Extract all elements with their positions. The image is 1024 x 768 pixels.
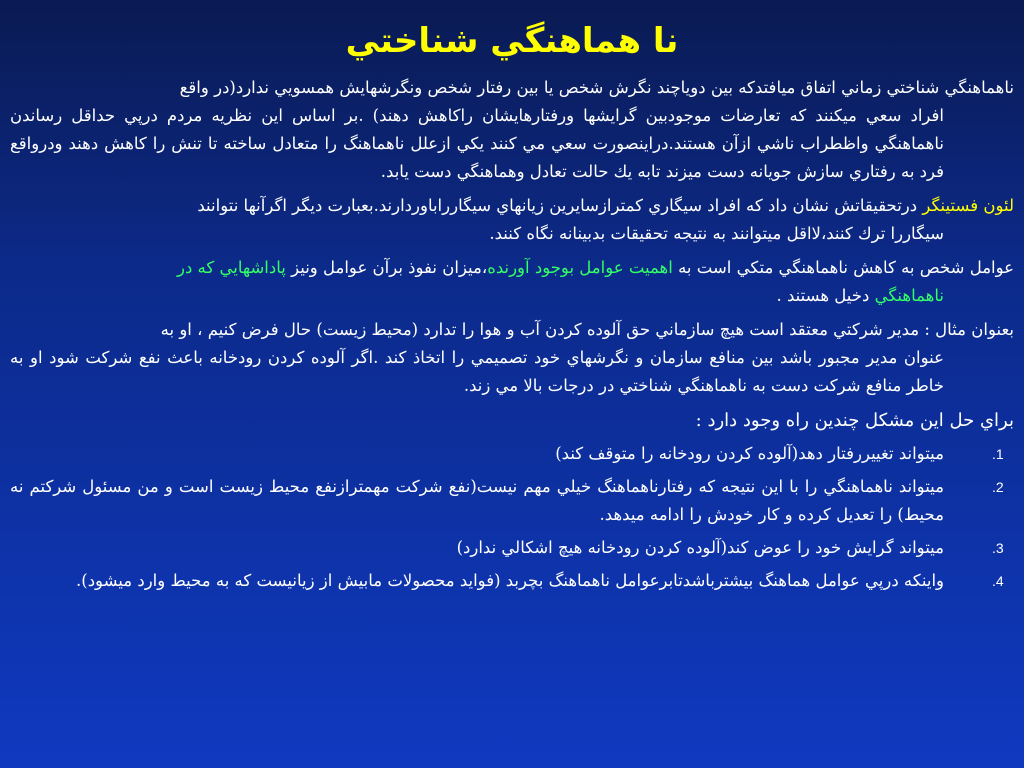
paragraph-festinger [10,192,1014,248]
slide-title: نا هماهنگي شناختي [345,21,679,61]
factors-continuation [10,282,1014,310]
paragraph-festinger-first: درتحقيقاتش نشان داد كه افراد سيگاري كمترازسايرين زيانهاي سيگارراباوردارند.بعبارت ديگر اگرآنها نتوانند [197,196,923,215]
paragraph-example [10,316,1014,400]
paragraph-example-first: بعنوان مثال : مدير شركتي معتقد است هيچ سازماني حق آلوده كردن آب و هوا را تدارد (محيط زيست) حال فرض كنيم ، او به [160,320,1014,339]
factors-text-c: دخيل هستند . [776,286,875,305]
paragraph-definition-first: ناهماهنگي شناختي زماني اتفاق ميافتدكه بين دوياچند نگرش شخص يا بين رفتار شخص ونگرشهايش همسويي ندارد(در واقع [179,78,1014,97]
solutions-lead: براي حل اين مشكل چندين راه وجود دارد : [695,410,1014,431]
list-item-text: واينكه درپي عوامل هماهنگ بيشترباشدتابرعوامل ناهماهنگ بچربد (فوايد محصولات مابيش از زيانيست كه به محيط وارد ميشود). [76,571,944,590]
paragraph-festinger-rest: سيگاررا ترك كنند،لااقل ميتوانند به نتيجه تحقيقات بدبينانه نگاه كنند. [489,224,944,243]
list-item [10,473,1014,529]
solutions-list [10,440,1014,595]
list-item [10,567,1014,595]
list-item [10,440,1014,468]
list-item-number: 4. [992,573,1004,589]
factors-highlight-rewards: پاداشهايي كه در [177,258,286,277]
festinger-name: لئون فستينگر [922,196,1014,215]
list-item-text: ميتواند تغييررفتار دهد(آلوده كردن رودخانه را متوقف كند) [555,444,944,463]
factors-text-b: ،ميزان نفوذ برآن عوامل ونيز [285,258,488,277]
list-item-number: 3. [992,540,1004,556]
paragraph-definition [10,74,1014,186]
factors-highlight-dissonance: ناهماهنگي [874,286,944,305]
factors-text-a: عوامل شخص به كاهش ناهماهنگي متكي است به [672,258,1014,277]
list-item-number: 2. [992,479,1004,495]
list-item-text: ميتواند گرايش خود را عوض كند(آلوده كردن رودخانه هيچ اشكالي ندارد) [456,538,944,557]
list-item-number: 1. [992,446,1004,462]
paragraph-factors [10,254,1014,310]
paragraph-example-rest: عنوان مدير مجبور باشد بين منافع سازمان و نگرشهاي خود تصميمي را اتخاذ كند .اگر آلوده كردن رودخانه باعث نفع شركت شود او به خاطر منافع شركت دست به ناهماهنگي شناختي در درجات بالا مي زند. [10,348,944,395]
list-item [10,534,1014,562]
paragraph-definition-rest: افراد سعي ميكنند كه تعارضات موجودبين گرايشها ورفتارهايشان راكاهش دهند) .بر اساس اين نظريه مردم درپي حداقل رساندن ناهماهنگي واظطراب ناشي ازآن هستند.دراينصورت سعي مي كنند يكي ازعلل ناهماهنگ را متعادل ساخته تا تنش را كاهش دهند ودرواقع فرد به رفتاري سازش جويانه دست ميزند تابه يك حالت تعادل وهماهنگي دست يابد. [10,106,944,181]
list-item-text: ميتواند ناهماهنگي را با اين نتيجه كه رفتارناهماهنگ خيلي مهم نيست(نفع شركت مهمترازنفع محيط زيست است و من مسئول شركتم نه محيط) را تعديل كرده و كار خودش را ادامه ميدهد. [10,477,944,524]
factors-highlight-importance: اهميت عوامل بوجود آورنده [487,258,673,277]
